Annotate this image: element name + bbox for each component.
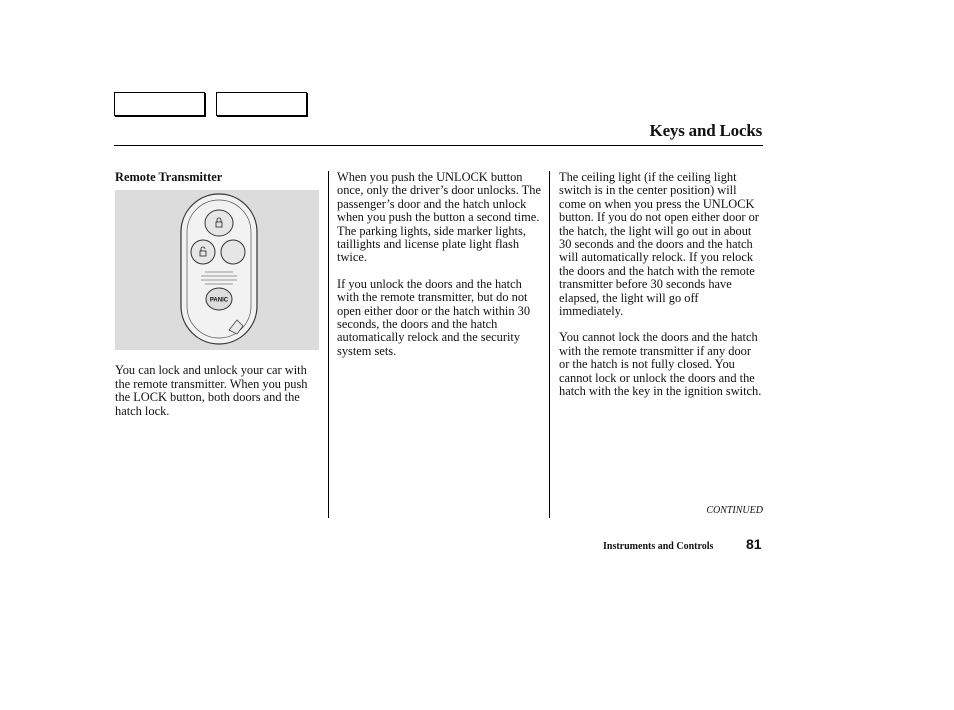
remote-transmitter-illustration (115, 190, 319, 350)
col2-paragraph-2: If you unlock the doors and the hatch with the remote transmitter, but do not open either door or the hatch within 30 seconds, the doors and the hatch automatically relock and the security system sets. (337, 276, 531, 358)
nav-tab-box-1[interactable] (114, 92, 205, 116)
col3-paragraph-1: The ceiling light (if the ceiling light switch is in the center position) will come on when you press the UNLOCK button. If you do not open either door or the hatch, the light will go out in about 30 seconds and the doors and the hatch will automatically relock. If you relock the doors and the hatch with the remote transmitter before 30 seconds have elapsed, the light will go off immediately. (559, 170, 759, 319)
footer-section-name: Instruments and Controls (603, 541, 714, 552)
col2-paragraph-1: When you push the UNLOCK button once, only the driver’s door unlocks. The passenger’s door and the hatch unlock when you push the button a second time. The parking lights, side marker lights, taillights and license plate light flash twice. (337, 170, 541, 265)
col1-paragraph-1: You can lock and unlock your car with the remote transmitter. When you push the LOCK button, both doors and the hatch lock. (115, 363, 308, 418)
column-divider-1 (328, 171, 329, 518)
panic-label: PANIC (209, 297, 229, 304)
column-3 (559, 171, 764, 412)
column-2 (337, 171, 543, 371)
column-divider-2 (549, 171, 550, 518)
column-1 (115, 171, 319, 431)
col3-paragraph-2: You cannot lock the doors and the hatch with the remote transmitter if any door or the hatch is not fully closed. You cannot lock or unlock the doors and the hatch with the key in the ignition switch. (559, 330, 762, 399)
lock-button (205, 210, 233, 236)
page-number: 81 (746, 536, 762, 552)
nav-tab-box-2[interactable] (216, 92, 307, 116)
title-divider (114, 145, 763, 146)
section-heading: Remote Transmitter (115, 170, 223, 184)
unlock-button (191, 240, 215, 264)
remote-transmitter-figure (115, 190, 319, 350)
hatch-button (221, 240, 245, 264)
continued-label: CONTINUED (706, 505, 763, 516)
page-title: Keys and Locks (649, 121, 762, 140)
